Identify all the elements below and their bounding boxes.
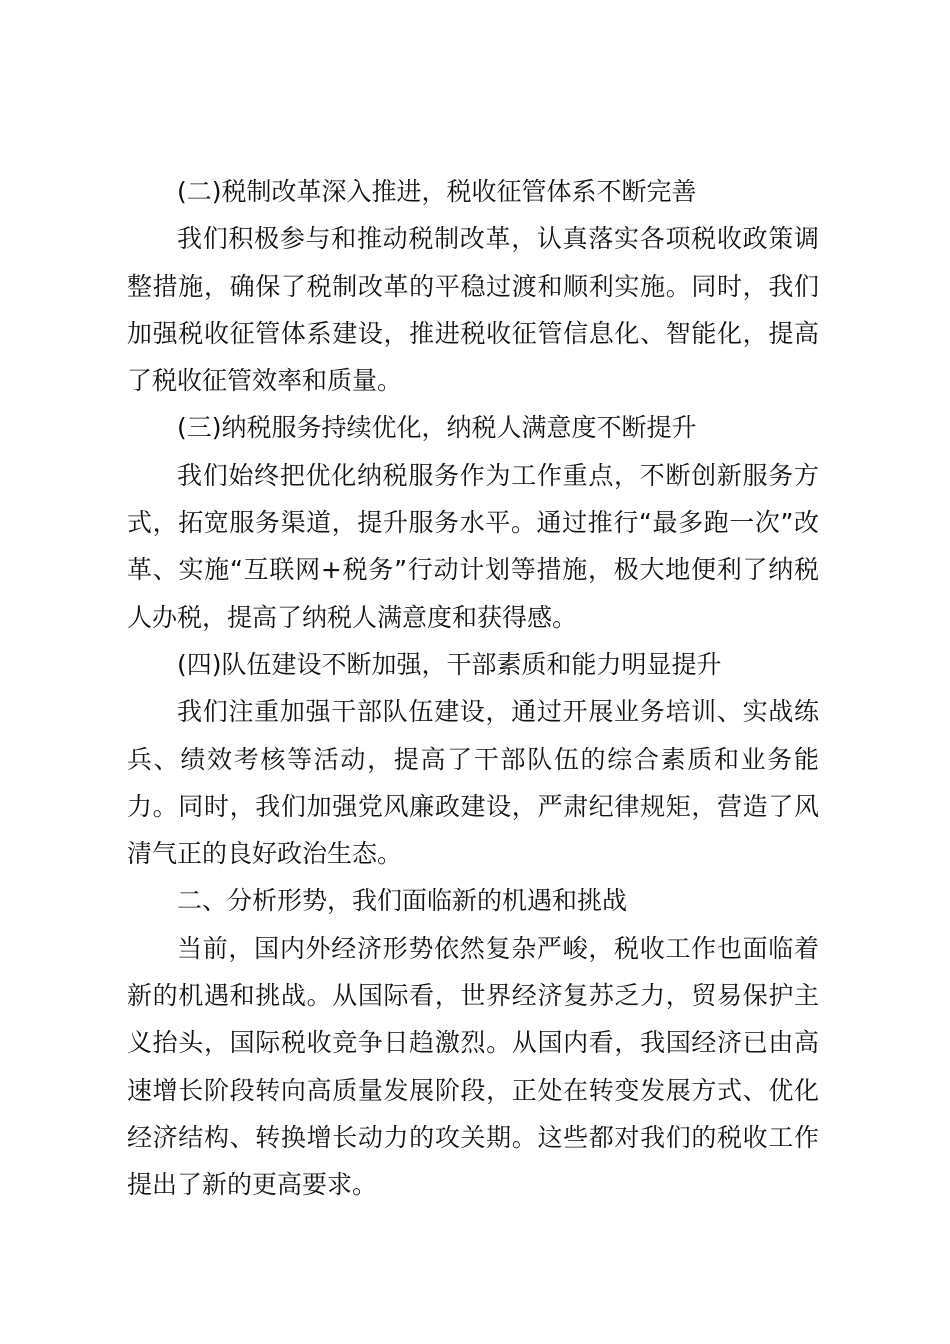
- section-heading-situation-analysis: 二、分析形势，我们面临新的机遇和挑战: [177, 886, 628, 916]
- paragraph-team-building: 我们注重加强干部队伍建设，通过开展业务培训、实战练兵、绩效考核等活动，提高了干部队伍的综合素质和业务能力。同时，我们加强党风廉政建设，严肃纪律规矩，营造了风清气正的良好政治生态。: [127, 697, 819, 869]
- section-heading-team-building: (四)队伍建设不断加强，干部素质和能力明显提升: [177, 649, 722, 679]
- document-body: [127, 168, 819, 1209]
- section-heading-tax-service: (三)纳税服务持续优化，纳税人满意度不断提升: [177, 413, 697, 443]
- paragraph-situation-analysis: 当前，国内外经济形势依然复杂严峻，税收工作也面临着新的机遇和挑战。从国际看，世界经济复苏乏力，贸易保护主义抬头，国际税收竞争日趋激烈。从国内看，我国经济已由高速增长阶段转向高质量发展阶段，正处在转变发展方式、优化经济结构、转换增长动力的攻关期。这些都对我们的税收工作提出了新的更高要求。: [127, 933, 819, 1200]
- paragraph-tax-service: 我们始终把优化纳税服务作为工作重点，不断创新服务方式，拓宽服务渠道，提升服务水平。通过推行“最多跑一次”改革、实施“互联网+税务”行动计划等措施，极大地便利了纳税人办税，提高了纳税人满意度和获得感。: [127, 460, 819, 632]
- section-heading-tax-reform: (二)税制改革深入推进，税收征管体系不断完善: [177, 177, 697, 206]
- paragraph-tax-reform: 我们积极参与和推动税制改革，认真落实各项税收政策调整措施，确保了税制改革的平稳过渡和顺利实施。同时，我们加强税收征管体系建设，推进税收征管信息化、智能化，提高了税收征管效率和质量。: [127, 224, 819, 396]
